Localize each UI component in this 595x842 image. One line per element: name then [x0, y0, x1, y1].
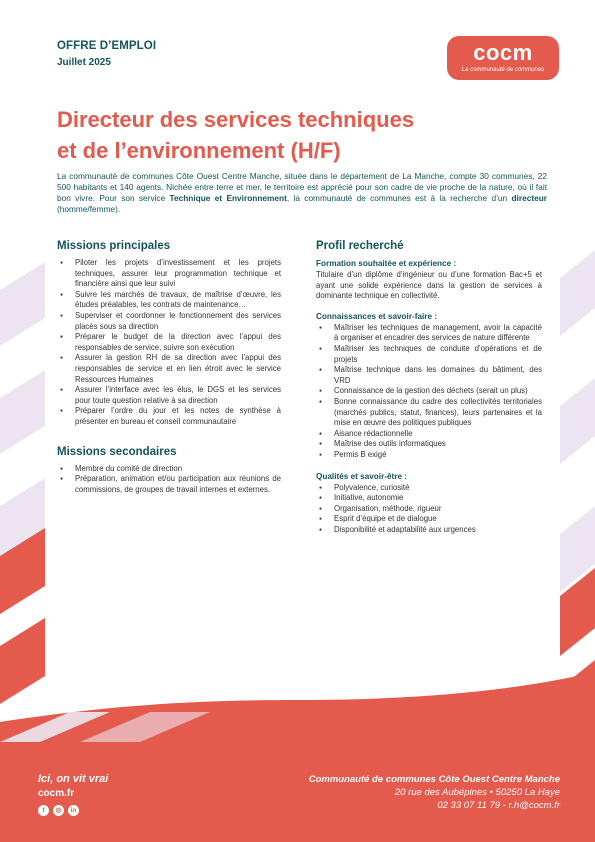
- footer-contact: 02 33 07 11 79 - r.h@cocm.fr: [437, 800, 560, 811]
- list-item: ● Préparation, animation et/ou participation aux réunions de commissions, de groupes de travail internes et externes.: [57, 474, 281, 495]
- formation-heading: Formation souhaitée et expérience :: [316, 259, 457, 268]
- list-item: ● Aisance rédactionnelle: [316, 429, 542, 440]
- social-links: [38, 805, 108, 816]
- instagram-icon[interactable]: ◎: [53, 805, 64, 816]
- offer-label: OFFRE D’EMPLOI: [57, 40, 157, 52]
- list-item: ● Maîtrise des outils informatiques: [316, 439, 542, 450]
- linkedin-icon[interactable]: in: [68, 805, 79, 816]
- list-item: ● Suivre les marchés de travaux, de maîtrise d’œuvre, les études préalables, les contrats de maintenance…: [57, 290, 281, 311]
- list-item: ● Maîtrise technique dans les domaines du bâtiment, des VRD: [316, 365, 542, 386]
- intro-service: Technique et Environnement: [169, 193, 287, 203]
- footer-org-name: Communauté de communes Côte Ouest Centre Manche: [308, 774, 560, 785]
- qualites-list: [316, 483, 542, 536]
- footer-website-link[interactable]: cocm.fr: [38, 788, 75, 799]
- list-item: ● Préparer l’ordre du jour et les notes de synthèse à présenter en bureau et conseil communautaire: [57, 406, 281, 427]
- intro-text-before: La communauté de communes Côte Ouest Centre Manche, située dans le département de La Manche, compte 30 communes, 22 500 habitants et 140 agents. Nichée entre terre et mer, le territoire est apprécié pour son cadre de vie proche de la nature, où il fait bon vivre. Pour son service: [57, 171, 547, 203]
- logo-text: cocm: [473, 40, 533, 65]
- footer-tagline: Ici, on vit vrai: [38, 773, 109, 785]
- list-item: ● Disponibilité et adaptabilité aux urgences: [316, 525, 542, 536]
- job-title-line-1: Directeur des services techniques: [57, 107, 415, 132]
- list-item: ● Piloter les projets d’investissement et les projets techniques, assurer leur programmation technique et financière ainsi que leur suivi: [57, 258, 281, 290]
- list-item: ● Assurer l’interface avec les élus, le DGS et les services pour toute question relative à sa direction: [57, 385, 281, 406]
- list-item: ● Esprit d’équipe et de dialogue: [316, 514, 542, 525]
- list-item: ● Organisation, méthode, rigueur: [316, 504, 542, 515]
- missions-principales-heading: Missions principales: [57, 240, 171, 252]
- job-title: [57, 104, 537, 166]
- intro-role: directeur: [511, 193, 547, 203]
- formation-text: Titulaire d’un diplôme d’ingénieur ou d’une formation Bac+5 et ayant une solide expérience dans la gestion de services à dominante technique en collectivité.: [316, 270, 542, 301]
- missions-secondaires-heading: Missions secondaires: [57, 445, 177, 458]
- list-item: ● Initiative, autonomie: [316, 493, 542, 504]
- list-item: ● Bonne connaissance du cadre des collectivités territoriales (marchés publics, statut, finances), leurs partenaires et la mise en œuvre des politiques publiques: [316, 397, 542, 429]
- offer-date: Juillet 2025: [57, 57, 111, 68]
- logo-subtitle: La communauté de communes: [461, 67, 545, 73]
- list-item: ● Maîtriser les techniques de conduite d’opérations et de projets: [316, 344, 542, 365]
- intro-text-after: (homme/femme).: [57, 204, 121, 214]
- list-item: ● Polyvalence, curiosité: [316, 483, 542, 494]
- missions-secondaires-list: [57, 464, 281, 496]
- right-column: [316, 239, 542, 535]
- footer-address: 20 rue des Aubépines • 50250 La Haye: [394, 787, 560, 798]
- list-item: ● Membre du comité de direction: [57, 464, 281, 475]
- list-item: ● Maîtriser les techniques de management, avoir la capacité à organiser et encadrer des services de nature différente: [316, 323, 542, 344]
- qualites-heading: Qualités et savoir-être :: [316, 471, 408, 481]
- facebook-icon[interactable]: f: [38, 805, 49, 816]
- intro-paragraph: [57, 171, 547, 215]
- cocm-logo: [447, 36, 559, 80]
- list-item: ● Assurer la gestion RH de sa direction avec l’appui des responsables de service et en lien étroit avec le service Ressources Humaines: [57, 353, 281, 385]
- footer-right: [309, 773, 560, 812]
- connaissances-list: [316, 323, 542, 461]
- left-column: [57, 239, 281, 495]
- footer-left: [38, 772, 108, 816]
- missions-principales-list: [57, 258, 281, 428]
- list-item: ● Préparer le budget de la direction avec l’appui des responsables de service, suivre son exécution: [57, 332, 281, 353]
- connaissances-heading: Connaissances et savoir-faire :: [316, 311, 438, 321]
- list-item: ● Superviser et coordonner le fonctionnement des services placés sous sa direction: [57, 311, 281, 332]
- job-title-line-2: et de l’environnement (H/F): [57, 138, 341, 163]
- list-item: ● Connaissance de la gestion des déchets (serait un plus): [316, 386, 542, 397]
- profil-heading: Profil recherché: [316, 240, 404, 252]
- list-item: ● Permis B exigé: [316, 450, 542, 461]
- intro-text-middle: , la communauté de communes est à la recherche d’un: [286, 193, 512, 203]
